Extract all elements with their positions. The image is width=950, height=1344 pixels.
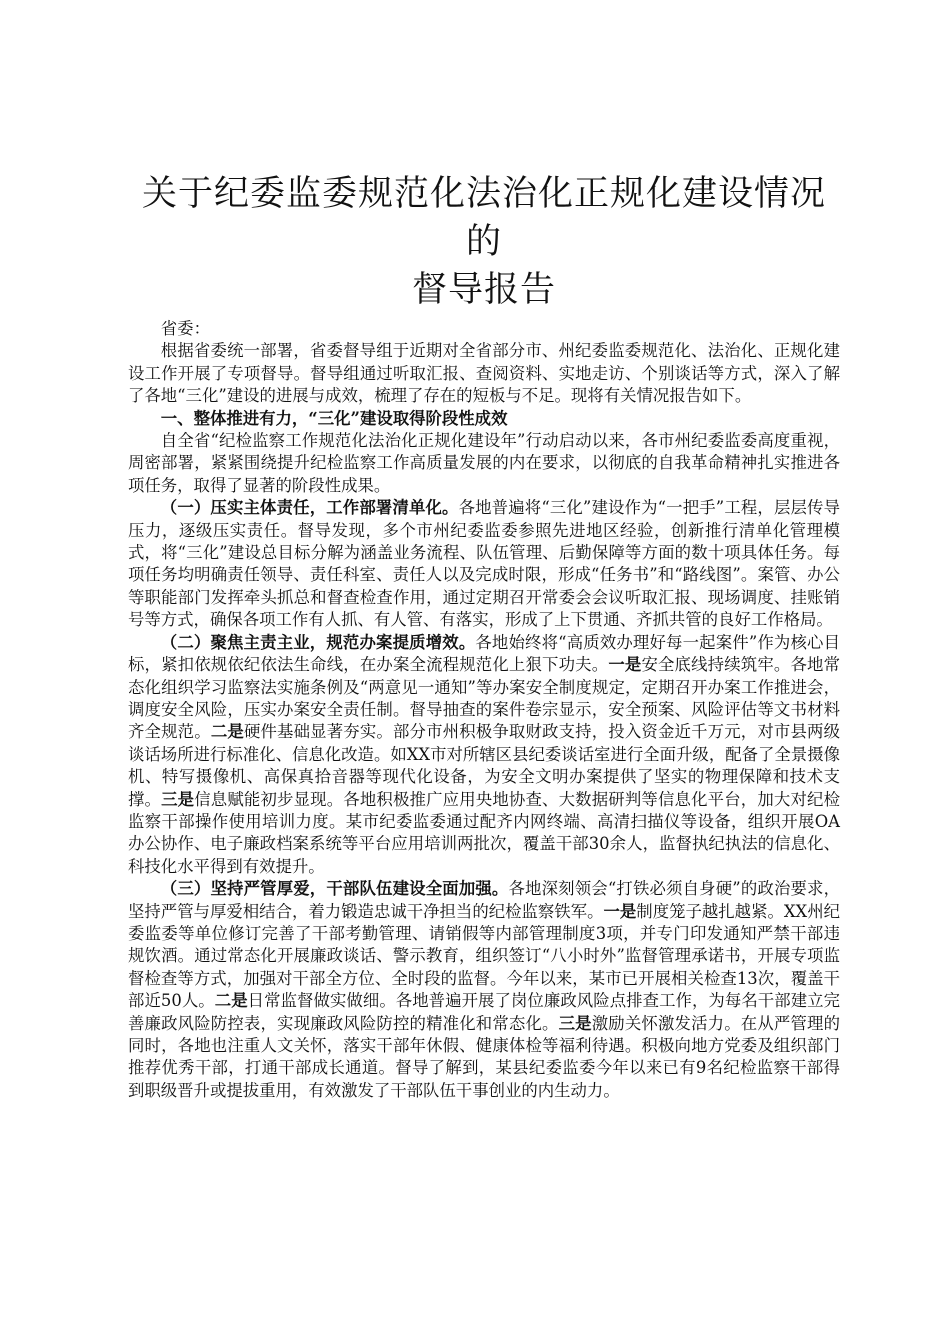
subsection-2-lead: 各地始终将“高质效办理好每一起案件”作为核心目标，紧扣依规依纪依法生命线，在办案全流程规范化上狠下功夫。 [128,632,840,675]
subsection-3-paragraph [128,878,840,1102]
subsection-3-point-2-text: 日常监督做实做细。各地普遍开展了岗位廉政风险点排查工作，为每名干部建立完善廉政风险防控表，实现廉政风险防控的精准化和常态化。 [128,991,841,1033]
subsection-3-point-3-label: 三是 [558,1013,592,1033]
subsection-3-lead: 各地深刻领会“打铁必须自身硬”的政治要求，坚持严管与厚爱相结合，着力锻造忠诚干净担当的纪检监察铁军。 [128,879,841,921]
subsection-2-paragraph [128,632,840,878]
subsection-1-heading: （一）压实主体责任，工作部署清单化。 [160,498,459,518]
title-line-1: 关于纪委监委规范化法治化正规化建设情况的 [141,174,826,262]
subsection-3-point-2-label: 二是 [214,991,248,1011]
subsection-2-point-1-label: 一是 [608,655,642,675]
subsection-2-point-2-label: 二是 [210,722,244,742]
salutation: 省委： [160,319,210,338]
document-body [128,318,840,1102]
section-1-heading: 一、整体推进有力，“三化”建设取得阶段性成效 [160,408,508,428]
subsection-2-point-2-text: 硬件基础显著夯实。部分市州积极争取财政支持，投入资金近千万元，对市县两级谈话场所进行标准化、信息化改造。如XX市对所辖区县纪委谈话室进行全面升级，配备了全景摄像机、特写摄像机、高保真拾音器等现代化设备，为安全文明办案提供了坚实的物理保障和技术支撑。 [128,722,841,809]
document-page [128,170,840,1102]
subsection-1-paragraph [128,497,840,631]
subsection-2-heading: （二）聚焦主责主业，规范办案提质增效。 [160,632,476,652]
subsection-2-point-1-text: 安全底线持续筑牢。各地常态化组织学习监察法实施条例及“两意见一通知”等办案安全制度规定，定期召开办案工作推进会，调度安全风险，压实办案安全责任制。督导抽查的案件卷宗显示，安全预案、风险评估等文书材料齐全规范。 [128,655,841,742]
subsection-3-point-1-label: 一是 [603,901,637,921]
document-title [128,170,840,314]
subsection-3-heading: （三）坚持严管厚爱，干部队伍建设全面加强。 [160,879,509,899]
subsection-2-point-3-label: 三是 [161,789,195,809]
intro-paragraph: 根据省委统一部署，省委督导组于近期对全省部分市、州纪委监委规范化、法治化、正规化建设工作开展了专项督导。督导组通过听取汇报、查阅资料、实地走访、个别谈话等方式，深入了解了各地“三化”建设的进展与成效，梳理了存在的短板与不足。现将有关情况报告如下。 [128,341,840,406]
subsection-3-point-3-text: 激励关怀激发活力。在从严管理的同时，各地也注重人文关怀，落实干部年休假、健康体检等福利待遇。积极向地方党委及组织部门推荐优秀干部，打通干部成长通道。督导了解到，某县纪委监委今年以来已有9名纪检监察干部得到职级晋升或提拔重用，有效激发了干部队伍干事创业的内生动力。 [128,1013,841,1100]
title-line-2: 督导报告 [411,270,556,310]
subsection-3-point-1-text: 制度笼子越扎越紧。XX州纪委监委等单位修订完善了干部考勤管理、请销假等内部管理制度3项，并专门印发通知严禁干部违规饮酒。通过常态化开展廉政谈话、警示教育，组织签订“八小时外”监督管理承诺书，开展专项监督检查等方式，加强对干部全方位、全时段的监督。今年以来，某市已开展相关检查13次，覆盖干部近50人。 [128,901,840,1011]
section-1-intro: 自全省“纪检监察工作规范化法治化正规化建设年”行动启动以来，各市州纪委监委高度重视，周密部署，紧紧围绕提升纪检监察工作高质量发展的内在要求，以彻底的自我革命精神扎实推进各项任务，取得了显著的阶段性成果。 [128,431,840,495]
subsection-2-point-3-text: 信息赋能初步显现。各地积极推广应用央地协查、大数据研判等信息化平台，加大对纪检监察干部操作使用培训力度。某市纪委监委通过配齐内网终端、高清扫描仪等设备，组织开展OA办公协作、电子廉政档案系统等平台应用培训两批次，覆盖干部30余人，监督执纪执法的信息化、科技化水平得到有效提升。 [128,789,840,876]
subsection-1-text: 各地普遍将“三化”建设作为“一把手”工程，层层传导压力，逐级压实责任。督导发现，多个市州纪委监委参照先进地区经验，创新推行清单化管理模式，将“三化”建设总目标分解为涵盖业务流程、队伍管理、后勤保障等方面的数十项具体任务。每项任务均明确责任领导、责任科室、责任人以及完成时限，形成“任务书”和“路线图”。案管、办公等职能部门发挥牵头抓总和督查检查作用，通过定期召开常委会会议听取汇报、现场调度、挂账销号等方式，确保各项工作有人抓、有人管、有落实，形成了上下贯通、齐抓共管的良好工作格局。 [128,498,840,630]
